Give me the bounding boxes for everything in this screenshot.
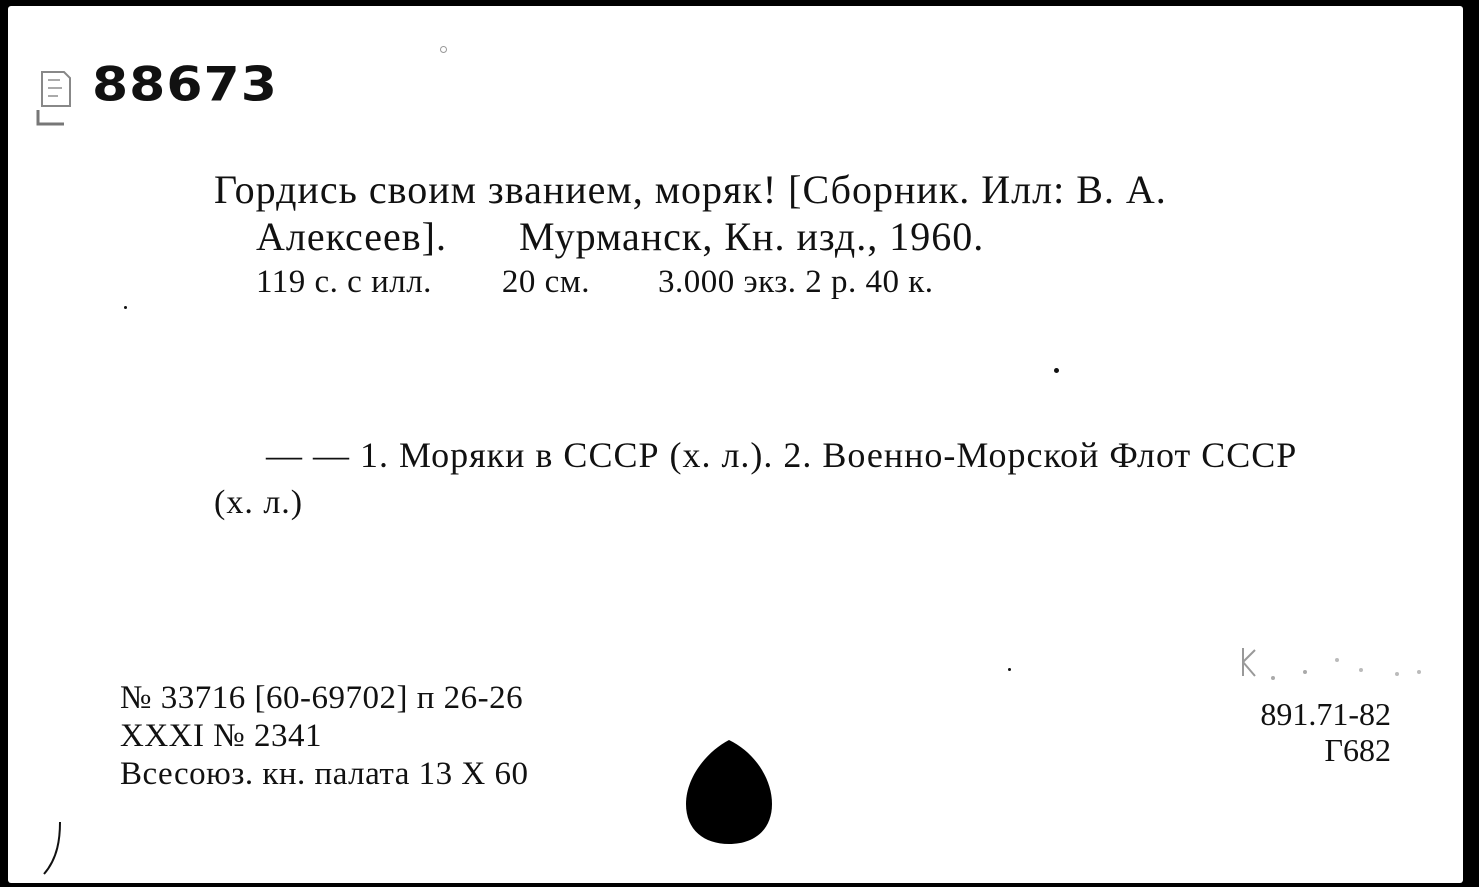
entry-publication-line (256, 213, 984, 260)
faint-stamp-mark (1237, 642, 1427, 692)
speck-dot (124, 306, 127, 309)
speck-dot (1008, 668, 1011, 671)
imprint-line-3: Всесоюз. кн. палата 13 X 60 (120, 756, 529, 792)
imprint-line-2: XXXI № 2341 (120, 718, 322, 754)
entry-title-line: Гордись своим званием, моряк! [Сборник. Илл: В. А. (214, 167, 1167, 212)
accession-number: 88673 (92, 58, 278, 112)
entry-illustrator-name: Алексеев]. (256, 214, 447, 259)
speck-dot (1054, 368, 1059, 373)
card-punch-hole (684, 738, 774, 846)
subject-headings-line: — — 1. Моряки в СССР (х. л.). 2. Военно-Морской Флот СССР (266, 435, 1298, 475)
subject-headings-continuation: (х. л.) (214, 484, 304, 521)
entry-physical-description (256, 264, 934, 301)
classification-number: 891.71-82 (1260, 696, 1391, 732)
entry-pages: 119 с. с илл. (256, 264, 432, 300)
entry-print-run-price: 3.000 экз. 2 р. 40 к. (657, 264, 934, 300)
entry-size: 20 см. (501, 264, 590, 300)
speck-dot (440, 46, 447, 53)
imprint-line-1: № 33716 [60-69702] п 26-26 (120, 680, 524, 716)
library-stamp-icon (34, 66, 78, 130)
pencil-mark (38, 818, 68, 878)
author-mark: Г682 (1324, 732, 1391, 768)
entry-place-publisher-year: Мурманск, Кн. изд., 1960. (519, 214, 985, 259)
catalog-card (8, 6, 1463, 883)
